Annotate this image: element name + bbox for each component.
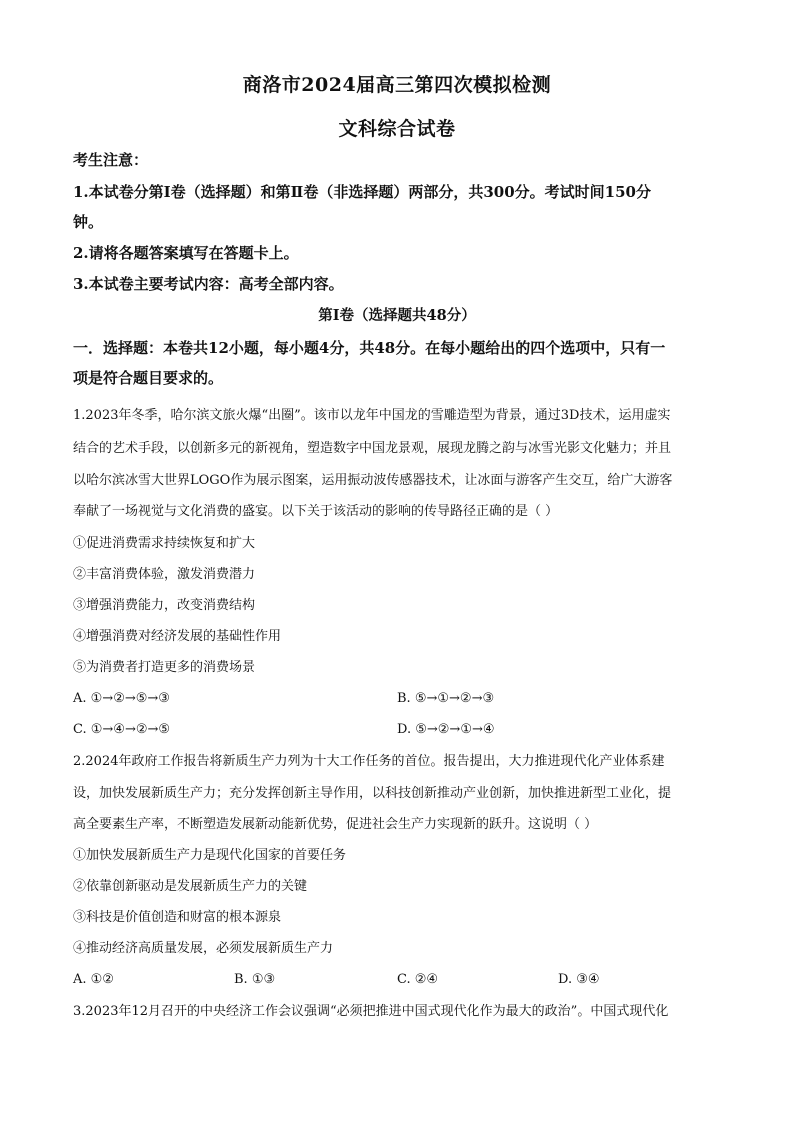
question-2-text: 设，加快发展新质生产力；充分发挥创新主导作用，以科技创新推动产业创新，加快推进新型工业化，提 [73, 786, 672, 801]
question-2-text: 2.2024年政府工作报告将新质生产力列为十大工作任务的首位。报告提出，大力推进现代化产业体系建 [73, 754, 665, 769]
exam-subtitle: 文科综合试卷 [338, 118, 456, 140]
question-1-text: 1.2023年冬季，哈尔滨文旅火爆“出圈”。该市以龙年中国龙的雪雕造型为背景，通过3D技术，运用虚实 [73, 408, 671, 423]
question-3-text: 3.2023年12月召开的中央经济工作会议强调“必须把推进中国式现代化作为最大的政治”。中国式现代化 [73, 1004, 669, 1019]
question-1-option-d[interactable]: D. ⑤→②→①→④ [397, 722, 495, 737]
question-2-option-b[interactable]: B. ①③ [234, 972, 276, 987]
question-2-option-a[interactable]: A. ①② [73, 972, 114, 987]
section-instructions: 项是符合题目要求的。 [73, 369, 224, 387]
notice-item: 1.本试卷分第Ⅰ卷（选择题）和第Ⅱ卷（非选择题）两部分，共300分。考试时间150分 [73, 183, 651, 201]
notice-item: 3.本试卷主要考试内容：高考全部内容。 [73, 275, 344, 293]
section-instructions: 一．选择题：本卷共12小题，每小题4分，共48分。在每小题给出的四个选项中，只有一 [73, 339, 666, 357]
notice-item: 钟。 [73, 213, 104, 231]
question-1-statement: ③增强消费能力，改变消费结构 [73, 598, 256, 613]
question-1-statement: ①促进消费需求持续恢复和扩大 [73, 536, 256, 551]
question-1-text: 结合的艺术手段，以创新多元的新视角，塑造数字中国龙景观，展现龙腾之韵与冰雪光影文化魅力；并且 [73, 441, 672, 456]
question-1-statement: ⑤为消费者打造更多的消费场景 [73, 660, 256, 675]
question-2-statement: ③科技是价值创造和财富的根本源泉 [73, 910, 282, 925]
notice-item: 2.请将各题答案填写在答题卡上。 [73, 244, 299, 262]
question-1-text: 奉献了一场视觉与文化消费的盛宴。以下关于该活动的影响的传导路径正确的是（ ） [73, 504, 559, 519]
question-1-option-a[interactable]: A. ①→②→⑤→③ [73, 691, 170, 706]
question-2-option-d[interactable]: D. ③④ [558, 972, 600, 987]
question-1-statement: ②丰富消费体验，激发消费潜力 [73, 567, 256, 582]
question-2-statement: ④推动经济高质量发展，必须发展新质生产力 [73, 941, 334, 956]
question-2-text: 高全要素生产率，不断塑造发展新动能新优势，促进社会生产力实现新的跃升。这说明（ ） [73, 817, 598, 832]
section-heading: 第Ⅰ卷（选择题共48分） [318, 307, 476, 324]
question-2-statement: ②依靠创新驱动是发展新质生产力的关键 [73, 879, 308, 894]
question-1-statement: ④增强消费对经济发展的基础性作用 [73, 629, 282, 644]
question-1-option-c[interactable]: C. ①→④→②→⑤ [73, 722, 171, 737]
question-2-statement: ①加快发展新质生产力是现代化国家的首要任务 [73, 848, 347, 863]
question-2-option-c[interactable]: C. ②④ [397, 972, 439, 987]
question-1-text: 以哈尔滨冰雪大世界LOGO作为展示图案，运用振动波传感器技术，让冰面与游客产生交互，给广大游客 [73, 473, 673, 488]
exam-title: 商洛市2024届高三第四次模拟检测 [242, 74, 552, 96]
question-1-option-b[interactable]: B. ⑤→①→②→③ [397, 691, 495, 706]
notice-heading: 考生注意： [73, 151, 149, 169]
